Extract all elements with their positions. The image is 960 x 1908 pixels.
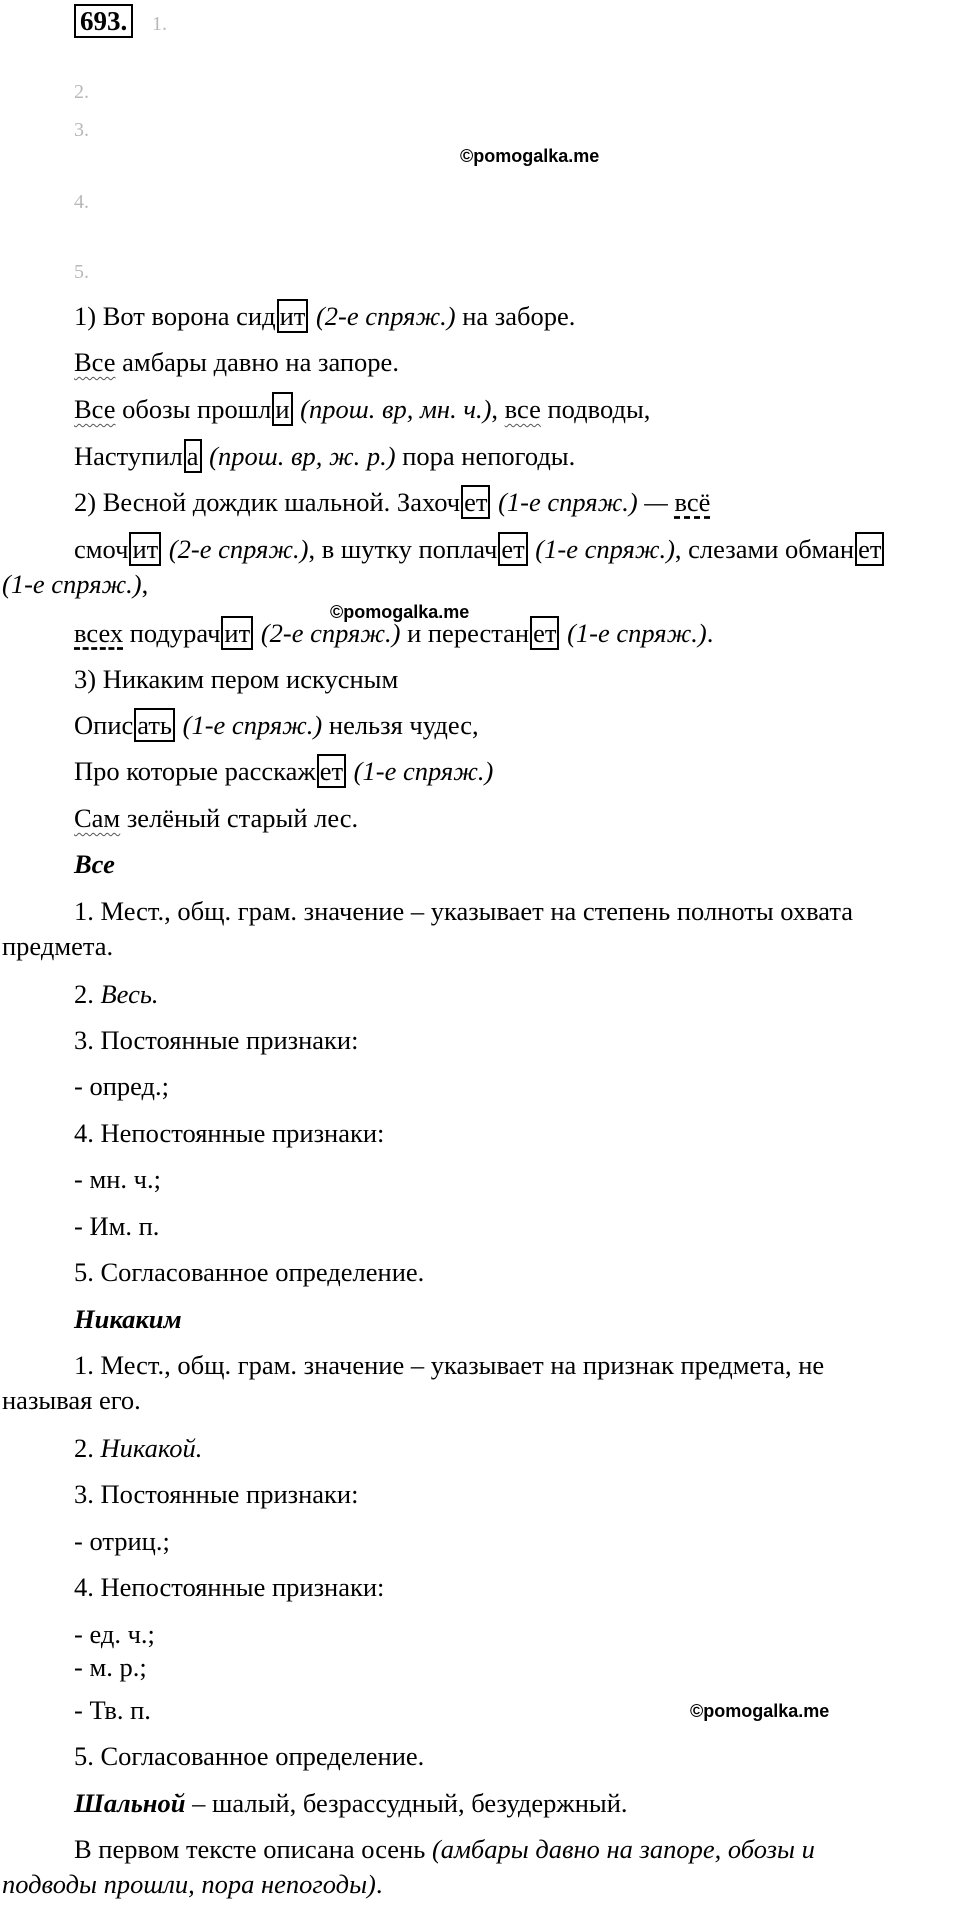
- section-title-vse: Все: [74, 849, 115, 879]
- nikakim-p4b: - м. р.;: [74, 1652, 147, 1682]
- section-title-nikakim: Никаким: [74, 1304, 182, 1334]
- nikakim-p2: 2. Никакой.: [74, 1433, 203, 1463]
- nikakim-p1a: 1. Мест., общ. грам. значение – указывает на признак предмета, не: [74, 1350, 825, 1380]
- watermark-3: ©pomogalka.me: [690, 1701, 830, 1721]
- nikakim-p4c: - Тв. п.: [74, 1695, 151, 1725]
- nikakim-p4a: - ед. ч.;: [74, 1619, 155, 1649]
- ending-box: ет: [530, 616, 559, 650]
- poem3-line-1: 3) Никаким пером искусным: [74, 664, 399, 694]
- nikakim-p4: 4. Непостоянные признаки:: [74, 1572, 385, 1602]
- ending-box: ет: [498, 532, 527, 566]
- gray-item-1: 1.: [152, 13, 167, 35]
- poem2-line-1: 2) Весной дождик шальной. Захоч ет (1-е спряж.) — всё: [74, 487, 711, 517]
- vse-p2: 2. Весь.: [74, 979, 159, 1009]
- gray-item-3: 3.: [74, 119, 89, 141]
- poem3-line-3: Про которые расскаж ет (1-е спряж.): [74, 756, 494, 786]
- poem1-line-3: Все обозы прошл и (прош. вр, мн. ч.), все подводы,: [74, 394, 651, 424]
- ending-box: ит: [221, 616, 253, 650]
- ending-box: ет: [855, 532, 884, 566]
- ending-box: ит: [129, 532, 161, 566]
- poem3-line-4: Сам зелёный старый лес.: [74, 803, 359, 833]
- vse-p3a: - опред.;: [74, 1071, 170, 1101]
- vse-p3: 3. Постоянные признаки:: [74, 1025, 359, 1055]
- gray-item-5: 5.: [74, 261, 89, 283]
- shalnoy-definition: Шальной – шалый, безрассудный, безудержный.: [74, 1788, 628, 1818]
- poem3-line-2: Опис ать (1-е спряж.) нельзя чудес,: [74, 710, 479, 740]
- nikakim-p3: 3. Постоянные признаки:: [74, 1479, 359, 1509]
- poem1-line-2: Все амбары давно на запоре.: [74, 347, 399, 377]
- vse-p5: 5. Согласованное определение.: [74, 1257, 425, 1287]
- gray-item-2: 2.: [74, 81, 89, 103]
- nikakim-p5: 5. Согласованное определение.: [74, 1741, 425, 1771]
- ending-box: ет: [461, 485, 490, 519]
- gray-item-4: 4.: [74, 191, 89, 213]
- ending-box: ать: [134, 708, 175, 742]
- conclusion-line-2: подводы прошли, пора непогоды).: [2, 1869, 383, 1899]
- conclusion-line-1: В первом тексте описана осень (амбары давно на запоре, обозы и: [74, 1834, 815, 1864]
- ending-box: ит: [277, 299, 309, 333]
- task-number: 693.: [74, 4, 133, 38]
- poem1-line-4: Наступил а (прош. вр, ж. р.) пора непогоды.: [74, 441, 576, 471]
- ending-box: и: [272, 392, 292, 426]
- watermark-1: ©pomogalka.me: [460, 146, 600, 166]
- nikakim-p3a: - отриц.;: [74, 1526, 170, 1556]
- vse-p1a: 1. Мест., общ. грам. значение – указывает на степень полноты охвата: [74, 896, 854, 926]
- vse-p1b: предмета.: [2, 931, 114, 961]
- vse-p4a: - мн. ч.;: [74, 1164, 161, 1194]
- poem2-line-3: (1-е спряж.),: [2, 569, 149, 599]
- poem2-line-4: всех подурач ит (2-е спряж.) и перестан ет (1-е спряж.).: [74, 618, 714, 648]
- poem1-line-1: 1) Вот ворона сид ит (2-е спряж.) на заборе.: [74, 301, 576, 331]
- vse-p4: 4. Непостоянные признаки:: [74, 1118, 385, 1148]
- ending-box: ет: [317, 754, 346, 788]
- poem2-line-2: смоч ит (2-е спряж.), в шутку поплач ет (1-е спряж.), слезами обман ет: [74, 533, 885, 565]
- vse-p4b: - Им. п.: [74, 1211, 160, 1241]
- ending-box: а: [184, 439, 202, 473]
- nikakim-p1b: называя его.: [2, 1385, 141, 1415]
- watermark-2: ©pomogalka.me: [330, 602, 470, 622]
